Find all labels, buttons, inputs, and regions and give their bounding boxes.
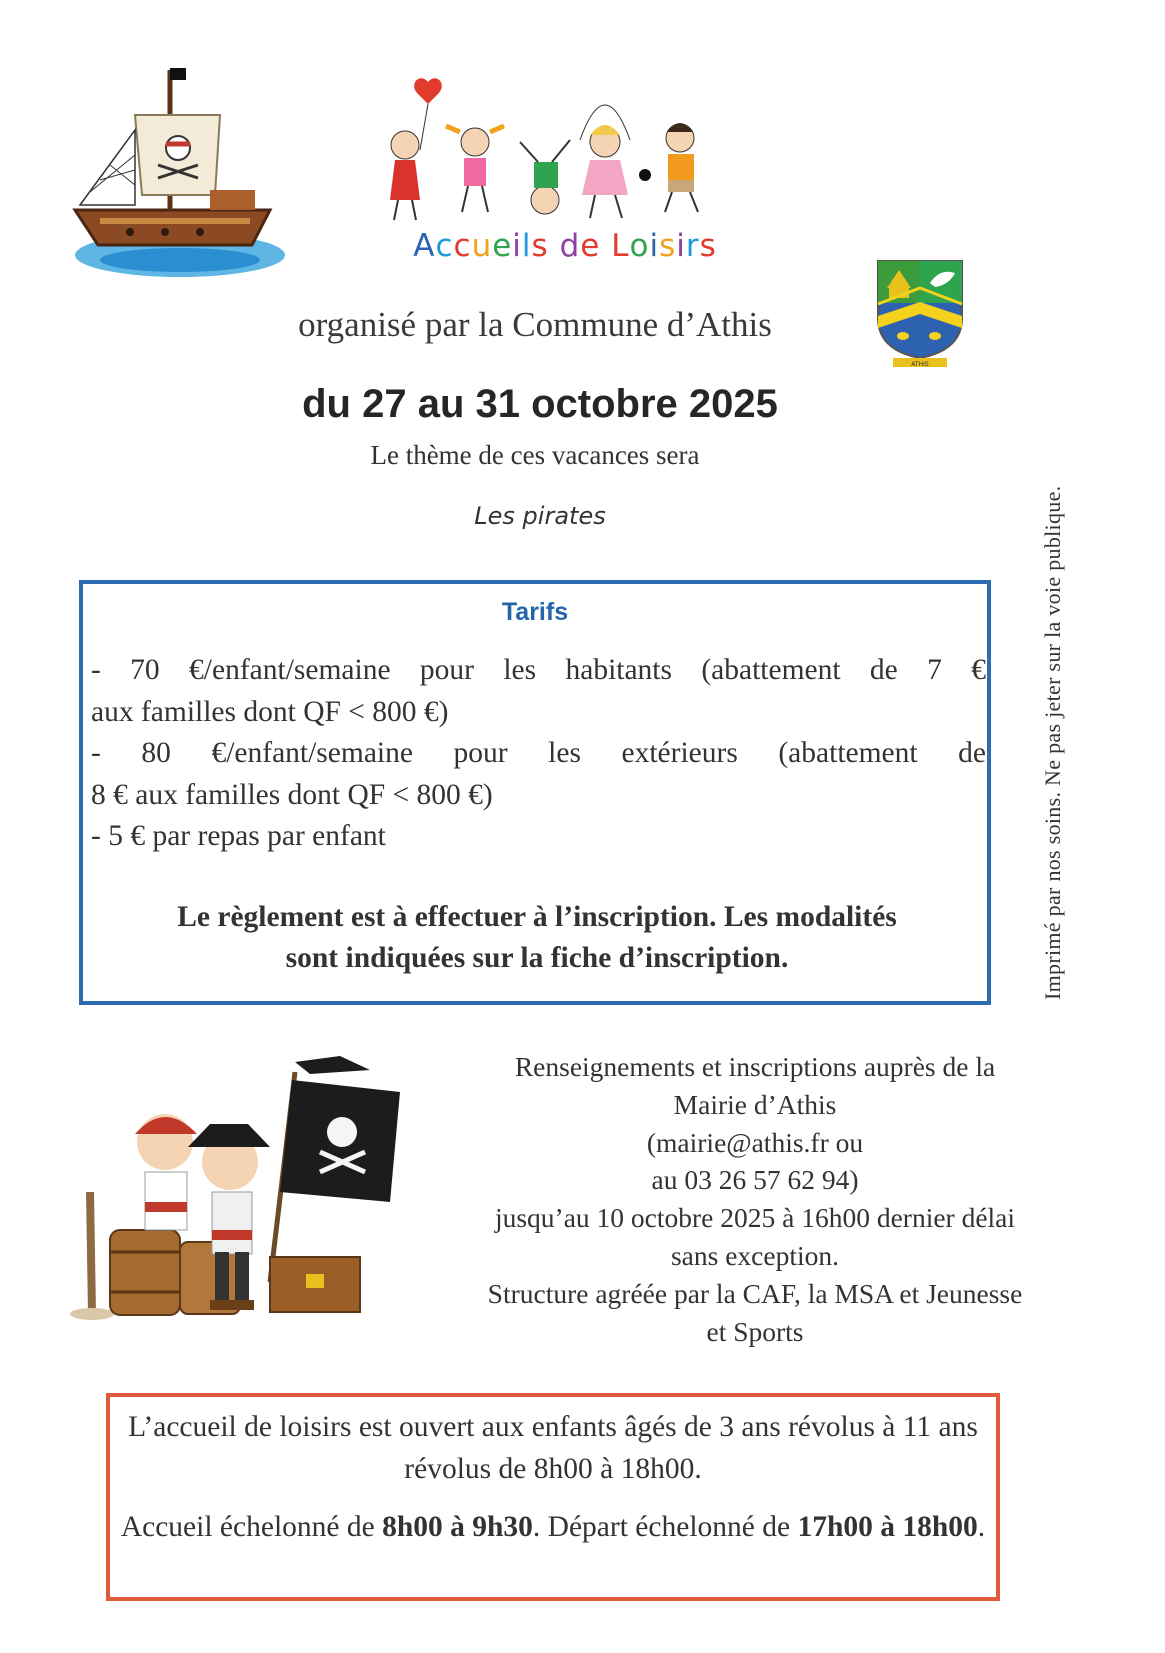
logo-letter: l — [521, 228, 532, 264]
opening-hours-line: L’accueil de loisirs est ouvert aux enfants âgés de 3 ans révolus à 11 ans révolus de 8h00 à 18h00. — [128, 1411, 978, 1485]
tarif-line: 8 € aux familles dont QF < 800 €) — [91, 778, 493, 811]
logo-letter: i — [676, 228, 686, 264]
logo-letter: i — [649, 228, 660, 264]
registration-info — [405, 1048, 1105, 1350]
logo-letter: s — [659, 228, 677, 264]
arrival-label: Accueil échelonné de — [120, 1511, 383, 1543]
logo-letter — [600, 228, 611, 264]
opening-hours-text — [110, 1406, 996, 1548]
logo-letter: e — [492, 228, 513, 264]
departure-label: . Départ échelonné de — [532, 1511, 798, 1543]
pirate-children-illustration — [70, 1052, 400, 1330]
logo-letter: o — [629, 228, 650, 264]
commune-crest — [875, 258, 965, 370]
reglement-line: Le règlement est à effectuer à l’inscription. Les modalités — [177, 901, 897, 933]
info-line: Structure agréée par la CAF, la MSA et Jeunesse — [487, 1277, 1023, 1309]
staggered-hours-line — [110, 1506, 996, 1548]
logo-letter: s — [531, 228, 549, 264]
children-playing-illustration — [380, 70, 740, 230]
tarif-line: aux familles dont QF < 800 €) — [91, 695, 449, 728]
logo-letter: A — [413, 228, 436, 264]
info-line: au 03 26 57 62 94) — [651, 1164, 859, 1196]
reglement-line: sont indiquées sur la fiche d’inscription. — [285, 942, 789, 974]
tarifs-list — [91, 650, 986, 858]
logo-letter: c — [435, 228, 454, 264]
pirate-ship-illustration — [70, 60, 290, 290]
tarif-line: - 70 €/enfant/semaine pour les habitants (abattement de 7 € — [91, 654, 986, 686]
logo-letter: r — [685, 228, 700, 264]
crest-label: ATHIS — [911, 361, 929, 368]
departure-hours: 17h00 à 18h00 — [797, 1511, 978, 1543]
logo-letter — [549, 228, 560, 264]
tarif-line: - 80 €/enfant/semaine pour les extérieurs (abattement de — [91, 737, 986, 769]
info-line: et Sports — [706, 1315, 804, 1347]
logo-letter: e — [580, 228, 601, 264]
logo-letter: c — [453, 228, 472, 264]
logo-letter: u — [471, 228, 493, 264]
organizer-line: organisé par la Commune d’Athis — [298, 305, 772, 344]
logo-letter: i — [512, 228, 522, 264]
accueils-de-loisirs-logo-title — [385, 228, 745, 264]
info-line: (mairie@athis.fr ou — [646, 1126, 864, 1158]
logo-letter: L — [611, 228, 630, 264]
logo-letter: s — [699, 228, 717, 264]
theme-intro: Le thème de ces vacances sera — [370, 440, 700, 470]
tarifs-title: Tarifs — [501, 598, 569, 626]
info-line: Renseignements et inscriptions auprès de la — [514, 1051, 996, 1082]
sentence-end: . — [977, 1511, 986, 1543]
arrival-hours: 8h00 à 9h30 — [382, 1511, 533, 1543]
logo-letter: d — [559, 228, 581, 264]
printing-notice: Imprimé par nos soins. Ne pas jeter sur la voie publique. — [1040, 485, 1065, 1000]
theme-name: Les pirates — [474, 502, 606, 530]
event-dates: du 27 au 31 octobre 2025 — [302, 382, 778, 426]
info-line: Mairie d’Athis — [673, 1088, 837, 1120]
tarif-line: - 5 € par repas par enfant — [91, 820, 386, 852]
reglement-note — [92, 897, 982, 979]
info-line: jusqu’au 10 octobre 2025 à 16h00 dernier délai — [494, 1202, 1016, 1234]
info-line: sans exception. — [670, 1239, 839, 1271]
